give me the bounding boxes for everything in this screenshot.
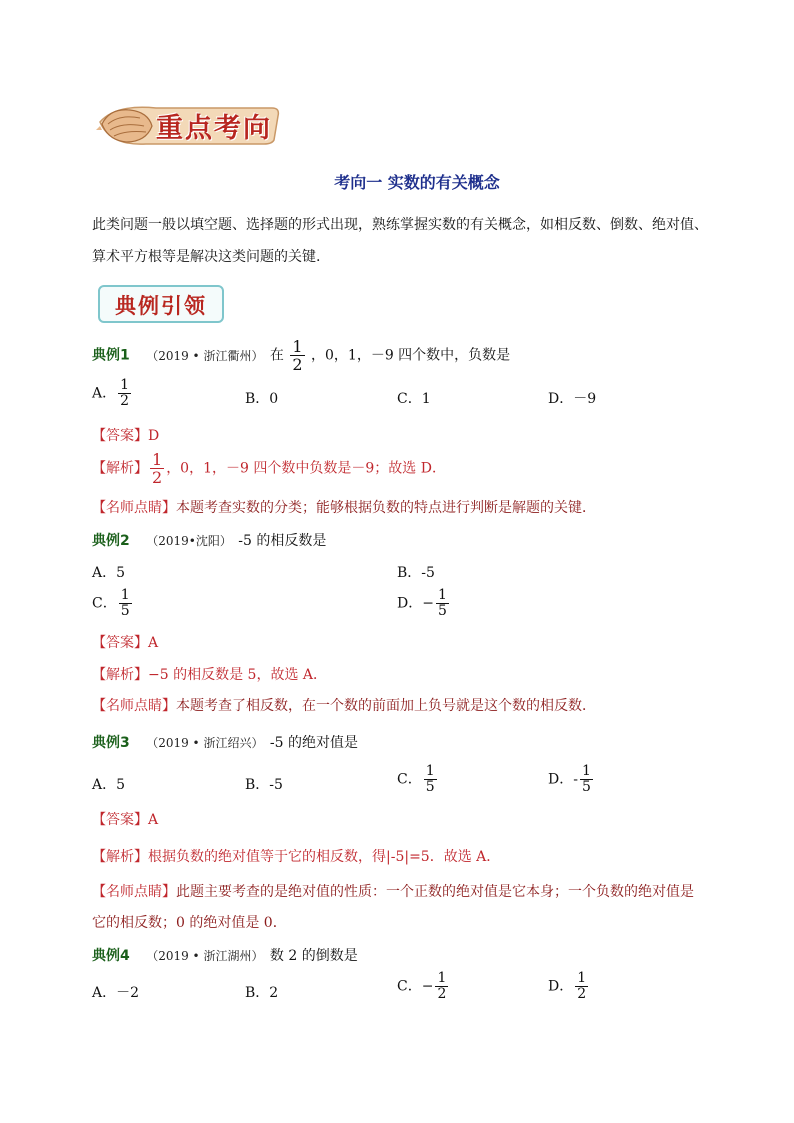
example-1-tip: 【名师点睛】本题考查实数的分类；能够根据负数的特点进行判断是解题的关键． <box>92 500 596 516</box>
example-label: 典例3 <box>92 735 130 751</box>
option-c: C．− $\frac{1}{2}$ <box>397 970 447 1002</box>
example-source: （2019 • 浙江湖州） <box>146 949 264 963</box>
example-source: （2019•沈阳） <box>146 534 232 548</box>
tip-label: 【名师点睛】 <box>92 500 176 516</box>
intro-line-2: 算术平方根等是解决这类问题的关键. <box>92 249 321 265</box>
section-title: 考向一 实数的有关概念 <box>334 173 500 192</box>
option-c: C． $\frac{1}{5}$ <box>397 763 435 795</box>
example-source: （2019 • 浙江衢州） <box>146 348 264 363</box>
example-2-tip: 【名师点睛】本题考查了相反数，在一个数的前面加上负号就是这个数的相反数． <box>92 698 596 714</box>
question-text: -5 的绝对值是 <box>269 735 358 751</box>
example-2-answer <box>92 632 158 652</box>
analysis-label: 【解析】 <box>92 667 148 683</box>
answer-value: A <box>148 635 159 651</box>
example-4-question <box>92 945 358 965</box>
option-a: A．5 <box>92 777 126 793</box>
answer-label: 【答案】 <box>92 812 148 828</box>
fraction: $\frac{1}{2}$ <box>437 970 447 1002</box>
example-2-question <box>92 530 326 550</box>
fraction: $\frac{1}{2}$ <box>292 337 303 374</box>
option-c: C． $\frac{1}{5}$ <box>92 587 130 619</box>
example-source: （2019 • 浙江绍兴） <box>146 736 264 750</box>
answer-label: 【答案】 <box>92 635 148 651</box>
intro-line-1: 此类问题一般以填空题、选择题的形式出现，熟练掌握实数的有关概念，如相反数、倒数、绝对值、 <box>92 217 708 233</box>
example-3-analysis: 【解析】根据负数的绝对值等于它的相反数，得|-5|=5．故选 A． <box>92 849 501 865</box>
example-label: 典例1 <box>92 347 130 364</box>
option-b: B．-5 <box>245 777 283 793</box>
fraction: $\frac{1}{2}$ <box>152 450 163 487</box>
fraction: $\frac{1}{2}$ <box>120 377 130 409</box>
option-a: A．5 <box>92 565 126 581</box>
option-a: A． $\frac{1}{2}$ <box>92 377 130 409</box>
example-lead-box <box>98 285 224 323</box>
tip-label: 【名师点睛】 <box>92 884 176 900</box>
answer-value: A <box>148 812 159 828</box>
fraction: $\frac{1}{5}$ <box>581 763 591 795</box>
example-3-answer <box>92 809 158 829</box>
example-3-question <box>92 732 358 752</box>
example-1-answer <box>92 425 159 445</box>
example-1-analysis: 【解析】 $\frac{1}{2}$ ，0，1，－9 四个数中负数是－9；故选 D． <box>92 450 446 487</box>
box-title: 典例引领 <box>115 293 207 318</box>
answer-label: 【答案】 <box>92 428 148 444</box>
option-d: D．− $\frac{1}{5}$ <box>397 587 447 619</box>
question-text: 数 2 的倒数是 <box>269 948 358 964</box>
option-d: D．－9 <box>548 391 597 407</box>
analysis-label: 【解析】 <box>92 849 148 865</box>
section-banner <box>96 100 282 148</box>
fraction: $\frac{1}{5}$ <box>437 587 447 619</box>
tip-label: 【名师点睛】 <box>92 698 176 714</box>
example-label: 典例2 <box>92 533 130 549</box>
example-2-analysis: 【解析】−5 的相反数是 5，故选 A． <box>92 667 328 683</box>
example-1-question <box>92 338 510 373</box>
fraction: $\frac{1}{5}$ <box>120 587 130 619</box>
fraction: $\frac{1}{5}$ <box>425 763 435 795</box>
example-label: 典例4 <box>92 948 130 964</box>
answer-value: D <box>148 428 160 444</box>
option-a: A．－2 <box>92 985 140 1001</box>
fraction: $\frac{1}{2}$ <box>577 970 587 1002</box>
option-b: B．0 <box>245 391 279 407</box>
question-text: ，0，1，－9 四个数中，负数是 <box>311 347 511 364</box>
analysis-label: 【解析】 <box>92 460 148 477</box>
option-c: C．1 <box>397 391 431 407</box>
banner-title: 重点考向 <box>156 113 272 144</box>
question-text: -5 的相反数是 <box>238 533 327 549</box>
option-b: B．2 <box>245 985 279 1001</box>
question-text: 在 <box>269 347 284 364</box>
option-d: D．- $\frac{1}{5}$ <box>548 763 591 795</box>
example-3-tip-line-2: 它的相反数；0 的绝对值是 0． <box>92 915 287 931</box>
example-3-tip: 【名师点睛】此题主要考查的是绝对值的性质：一个正数的绝对值是它本身；一个负数的绝对值是 <box>92 884 694 900</box>
option-b: B．-5 <box>397 565 435 581</box>
option-d: D． $\frac{1}{2}$ <box>548 970 587 1002</box>
